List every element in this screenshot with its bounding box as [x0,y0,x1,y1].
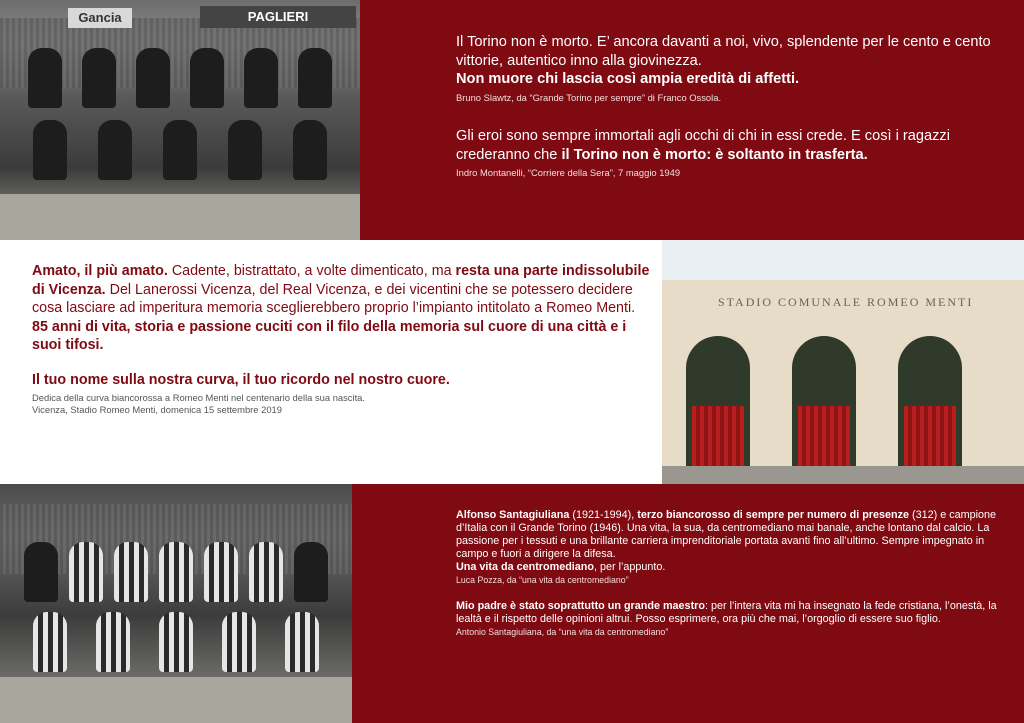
torino-team-photo [0,0,360,240]
quote-ossola-source: Bruno Slawtz, da “Grande Torino per sempre” di Franco Ossola. [456,91,722,103]
player [249,542,283,602]
romeo-menti-paragraph [32,262,652,355]
mid-bold-2: resta una parte indissolubile di Vicenza. [32,263,650,298]
quote-montanelli [456,127,992,179]
mid-text-2: Del Lanerossi Vicenza, del Real Vicenza, e dei vicentini che se potessero decidere cosa lasciare ad imperitura memoria sceglierebbero proprio l’impianto intitolato a Romeo Menti. [32,281,636,317]
bio-bold-1: terzo biancorosso di sempre per numero di presenze [637,509,910,521]
mid-bold-3: 85 anni di vita, storia e passione cuciti con il filo della memoria sul cuore di una città e i suoi tifosi. [32,318,627,354]
player [136,48,170,108]
stadium-arch [686,336,750,466]
pitch-ground [0,677,352,723]
stadium-arch [792,336,856,466]
son-quote-bold: Mio padre è stato soprattutto un grande maestro [456,600,705,612]
quote-ossola [456,33,992,104]
player [159,542,193,602]
bio-text-1: (312) e campione d’Italia con il Grande Torino (1946). Una vita, la sua, da centromediano mai banale, anche lontano dal calcio. La passione per i tessuti e una brillante carriera imprenditoriale portata avanti fino all’ultimo. Sempre impegnato in campo e fuori a dirigere la difesa. [456,509,997,560]
bio-years: (1921-1994), [572,509,635,521]
player [114,542,148,602]
stadium-arch [898,336,962,466]
pitch-ground [0,194,360,240]
quote-montanelli-source: Indro Montanelli, “Corriere della Sera”, 7 maggio 1949 [456,167,681,179]
player [222,612,256,672]
quote-montanelli-text: Gli eroi sono sempre immortali agli occhi di chi in essi crede. E così i ragazzi crederanno che [456,128,950,163]
player [204,542,238,602]
player [33,120,67,180]
quote-ossola-text: Il Torino non è morto. E’ ancora davanti a noi, vivo, splendente per le cento e cento vittorie, autentico inno alla giovinezza. [456,34,991,69]
santagiuliana-bio [456,509,1001,586]
santagiuliana-text [456,509,1001,638]
player [228,120,262,180]
vicenza-team-photo [0,484,352,723]
bio-text-2: , per l’appunto. [594,561,666,573]
red-gate [904,406,956,466]
player [285,612,319,672]
red-gate [692,406,744,466]
bio-bold-2: Una vita da centromediano [456,561,594,573]
stadium-photo [662,240,1024,484]
standing-players [18,48,342,108]
player [244,48,278,108]
player [33,612,67,672]
romeo-menti-text [32,262,652,416]
dedication-line-2: Vicenza, Stadio Romeo Menti, domenica 15 settembre 2019 [32,403,282,415]
sidewalk [662,466,1024,484]
player [294,542,328,602]
gancia-sign: Gancia [68,8,132,28]
kneeling-players [18,120,342,180]
standing-players [18,542,334,602]
red-gate [798,406,850,466]
son-quote-text: : per l’intera vita mi ha insegnato la fede cristiana, l’onestà, la lealtà e il rispetto delle opinioni altrui. Posso esprimere, ora più che mai, l’orgoglio di essere suo figlio. [456,600,997,625]
curva-dedication [32,371,652,416]
player [98,120,132,180]
son-quote-source: Antonio Santagiuliana, da “una vita da centromediano” [456,627,669,637]
dedication-line-1: Dedica della curva biancorossa a Romeo Menti nel centenario della sua nascita. [32,391,366,403]
player [293,120,327,180]
bio-name: Alfonso Santagiuliana [456,509,570,521]
player [190,48,224,108]
kneeling-players [18,612,334,672]
player [28,48,62,108]
mid-bold-4: Il tuo nome sulla nostra curva, il tuo ricordo nel nostro cuore. [32,371,450,388]
player [298,48,332,108]
paglieri-sign: PAGLIERI [200,6,356,28]
player [163,120,197,180]
mid-bold-1: Amato, il più amato. [32,263,168,279]
player [69,542,103,602]
player [24,542,58,602]
player [82,48,116,108]
mid-text-1: Cadente, bistrattato, a volte dimenticato, ma [171,263,452,279]
quote-ossola-bold: Non muore chi lascia così ampia eredità di affetti. [456,71,800,88]
stadium-sign: STADIO COMUNALE ROMEO MENTI [718,295,974,309]
player [159,612,193,672]
son-quote [456,600,1001,638]
quote-montanelli-bold: il Torino non è morto: è soltanto in trasferta. [561,146,868,163]
player [96,612,130,672]
bio-source: Luca Pozza, da “una vita da centromediano” [456,575,629,585]
